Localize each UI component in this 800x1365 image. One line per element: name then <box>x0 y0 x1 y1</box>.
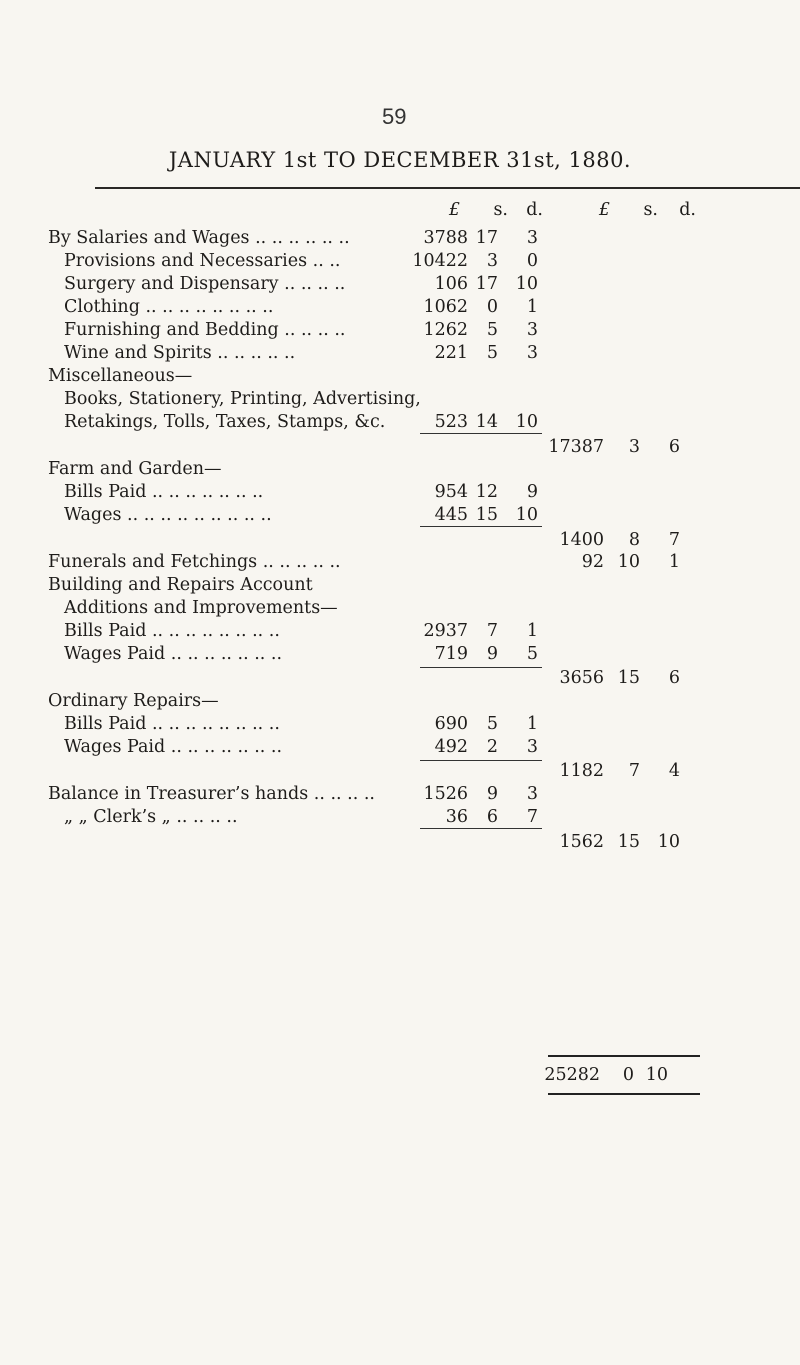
amount-shillings: 5 <box>486 714 498 734</box>
subtotal-pounds: 17387 <box>548 437 604 457</box>
amount-pence: 3 <box>526 320 538 340</box>
row-label: Ordinary Repairs— <box>48 691 219 711</box>
dot-leader: .. .. .. .. .. <box>257 552 341 572</box>
pence-header-inner: d. <box>526 200 543 220</box>
row-label: Surgery and Dispensary .. .. .. .. <box>64 274 346 294</box>
title-rule <box>95 187 800 189</box>
amount-pence: 3 <box>526 784 538 804</box>
amount-pounds: 36 <box>445 807 468 827</box>
amount-pounds: 221 <box>434 343 468 363</box>
row-label: Miscellaneous— <box>48 366 193 386</box>
subtotal-shillings: 3 <box>628 437 640 457</box>
subtotal-rule <box>420 828 542 829</box>
row-label: Provisions and Necessaries .. .. <box>64 251 341 271</box>
amount-shillings: 0 <box>486 297 498 317</box>
row-label: Wages Paid .. .. .. .. .. .. .. <box>64 644 283 664</box>
row-label: Clothing .. .. .. .. .. .. .. .. <box>64 297 274 317</box>
dot-leader: .. .. .. .. <box>278 274 346 294</box>
row-label: By Salaries and Wages .. .. .. .. .. .. <box>48 228 350 248</box>
amount-pence: 10 <box>515 412 538 432</box>
row-label: Wine and Spirits .. .. .. .. .. <box>64 343 296 363</box>
subtotal-rule <box>420 433 542 434</box>
subtotal-pounds: 92 <box>581 552 604 572</box>
amount-shillings: 7 <box>486 621 498 641</box>
amount-pence: 1 <box>526 714 538 734</box>
subtotal-shillings: 15 <box>617 668 640 688</box>
page-number: 59 <box>382 104 407 129</box>
row-label: Furnishing and Bedding .. .. .. .. <box>64 320 346 340</box>
dot-leader: .. .. .. .. .. .. .. <box>165 737 283 757</box>
dot-leader: .. .. .. .. <box>278 320 346 340</box>
amount-pounds: 106 <box>434 274 468 294</box>
amount-shillings: 9 <box>486 784 498 804</box>
amount-pence: 3 <box>526 737 538 757</box>
dot-leader: .. .. .. .. .. .. .. <box>165 644 283 664</box>
amount-pence: 10 <box>515 274 538 294</box>
row-label: Retakings, Tolls, Taxes, Stamps, &c. <box>64 412 386 432</box>
amount-pence: 3 <box>526 228 538 248</box>
dot-leader: .. .. .. .. .. .. .. .. .. <box>121 505 272 525</box>
amount-pence: 1 <box>526 621 538 641</box>
subtotal-rule <box>420 526 542 527</box>
amount-shillings: 6 <box>486 807 498 827</box>
shilling-header-inner: s. <box>493 200 508 220</box>
amount-shillings: 17 <box>475 228 498 248</box>
amount-pounds: 1262 <box>423 320 468 340</box>
row-label: Funerals and Fetchings .. .. .. .. .. <box>48 552 341 572</box>
amount-pence: 9 <box>526 482 538 502</box>
subtotal-pence: 4 <box>668 761 680 781</box>
subtotal-pence: 6 <box>668 437 680 457</box>
amount-shillings: 5 <box>486 320 498 340</box>
row-label: Farm and Garden— <box>48 459 222 479</box>
amount-shillings: 14 <box>475 412 498 432</box>
grand-total-top-rule <box>548 1055 700 1057</box>
row-label: Bills Paid .. .. .. .. .. .. .. <box>64 482 264 502</box>
amount-shillings: 2 <box>486 737 498 757</box>
amount-pence: 7 <box>526 807 538 827</box>
grand-total-pounds: 25282 <box>544 1065 600 1085</box>
subtotal-rule <box>420 760 542 761</box>
row-label: Wages .. .. .. .. .. .. .. .. .. <box>64 505 272 525</box>
dot-leader: .. .. .. .. .. .. .. .. <box>146 621 280 641</box>
row-label: Wages Paid .. .. .. .. .. .. .. <box>64 737 283 757</box>
amount-shillings: 15 <box>475 505 498 525</box>
subtotal-pence: 6 <box>668 668 680 688</box>
subtotal-pounds: 1562 <box>559 832 604 852</box>
amount-shillings: 17 <box>475 274 498 294</box>
row-label: „ „ Clerk’s „ .. .. .. .. <box>64 807 238 827</box>
amount-pounds: 690 <box>434 714 468 734</box>
grand-total-bottom-rule <box>548 1093 700 1095</box>
subtotal-pounds: 3656 <box>559 668 604 688</box>
amount-pounds: 954 <box>434 482 468 502</box>
page-title: JANUARY 1st TO DECEMBER 31st, 1880. <box>168 148 632 172</box>
subtotal-pence: 1 <box>668 552 680 572</box>
subtotal-pounds: 1182 <box>559 761 604 781</box>
dot-leader: .. .. .. .. <box>170 807 238 827</box>
amount-pounds: 1526 <box>423 784 468 804</box>
dot-leader: .. .. .. .. .. .. .. .. <box>139 297 274 317</box>
amount-pounds: 10422 <box>412 251 468 271</box>
row-label: Balance in Treasurer’s hands .. .. .. .. <box>48 784 375 804</box>
dot-leader: .. .. .. .. .. .. .. <box>146 482 264 502</box>
dot-leader: .. .. .. .. <box>308 784 375 804</box>
subtotal-shillings: 15 <box>617 832 640 852</box>
dot-leader: .. .. .. .. .. .. .. .. <box>146 714 280 734</box>
amount-pence: 10 <box>515 505 538 525</box>
amount-pounds: 2937 <box>423 621 468 641</box>
amount-pence: 0 <box>526 251 538 271</box>
pence-header-outer: d. <box>679 200 696 220</box>
amount-shillings: 3 <box>486 251 498 271</box>
dot-leader: .. .. .. .. .. <box>211 343 296 363</box>
subtotal-shillings: 10 <box>617 552 640 572</box>
subtotal-pounds: 1400 <box>559 530 604 550</box>
subtotal-rule <box>420 667 542 668</box>
subtotal-pence: 7 <box>668 530 680 550</box>
amount-pounds: 523 <box>434 412 468 432</box>
amount-pence: 5 <box>526 644 538 664</box>
amount-pounds: 719 <box>434 644 468 664</box>
row-label: Bills Paid .. .. .. .. .. .. .. .. <box>64 621 280 641</box>
pound-header-inner: £ <box>448 200 460 220</box>
subtotal-shillings: 8 <box>628 530 640 550</box>
grand-total-pence: 10 <box>645 1065 668 1085</box>
row-label: Additions and Improvements— <box>64 598 338 618</box>
amount-shillings: 9 <box>486 644 498 664</box>
pound-header-outer: £ <box>598 200 610 220</box>
amount-pence: 1 <box>526 297 538 317</box>
dot-leader: .. .. <box>307 251 341 271</box>
dot-leader: .. .. .. .. .. .. <box>249 228 350 248</box>
amount-pounds: 3788 <box>423 228 468 248</box>
subtotal-pence: 10 <box>657 832 680 852</box>
row-label: Bills Paid .. .. .. .. .. .. .. .. <box>64 714 280 734</box>
amount-shillings: 12 <box>475 482 498 502</box>
row-label: Building and Repairs Account <box>48 575 313 595</box>
amount-pounds: 492 <box>434 737 468 757</box>
amount-pence: 3 <box>526 343 538 363</box>
row-label: Books, Stationery, Printing, Advertising, <box>64 389 421 409</box>
amount-pounds: 445 <box>434 505 468 525</box>
shilling-header-outer: s. <box>643 200 658 220</box>
amount-shillings: 5 <box>486 343 498 363</box>
amount-pounds: 1062 <box>423 297 468 317</box>
subtotal-shillings: 7 <box>628 761 640 781</box>
grand-total-shillings: 0 <box>622 1065 634 1085</box>
